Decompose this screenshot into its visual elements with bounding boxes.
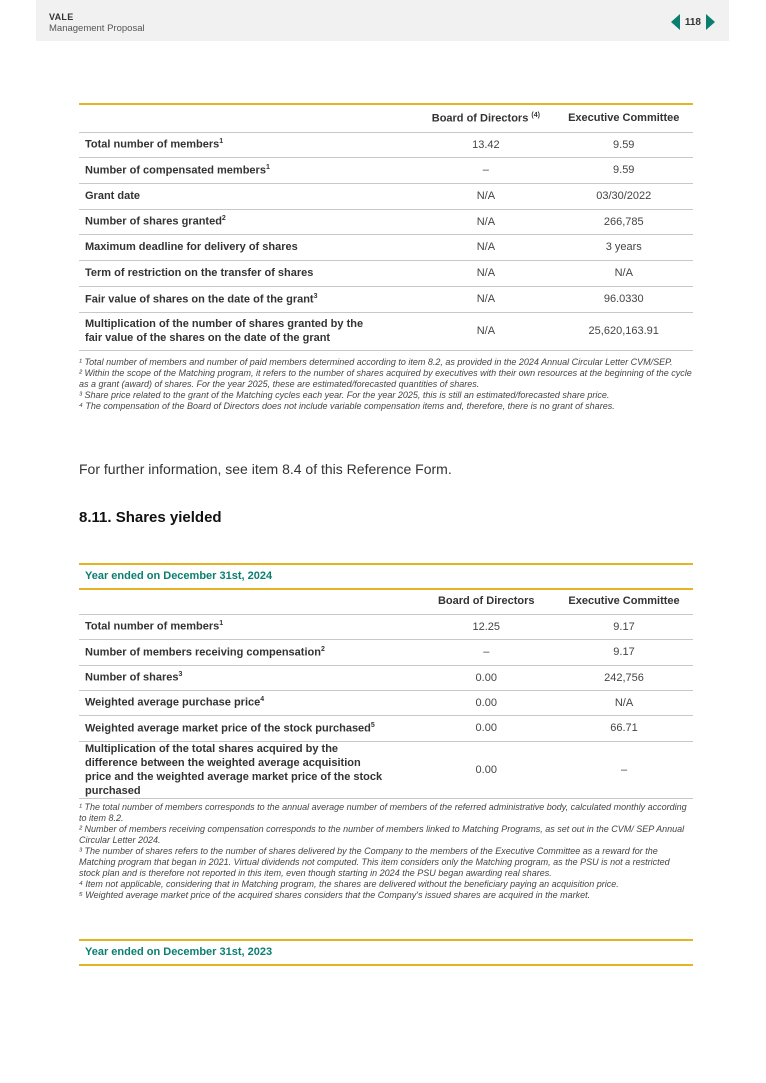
table-row: Number of compensated members$^1$ – 9.59 <box>79 157 693 183</box>
table-row: Multiplication of the total shares acquired by the difference between the weighted average acquisition price and the weighted average market price of the stock purchased 0.00 – <box>79 741 693 798</box>
column-header-board: Board of Directors $^{(4)}$ <box>417 104 554 132</box>
page-number: 118 <box>684 16 701 28</box>
table2-footnotes <box>79 802 693 901</box>
further-info-text: For further information, see item 8.4 of this Reference Form. <box>79 461 452 477</box>
footnote: ⁵ Weighted average market price of the acquired shares considers that the Company's issued shares are acquired in the market. <box>79 890 591 900</box>
table-row: Maximum deadline for delivery of shares N/A 3 years <box>79 234 693 260</box>
shares-yielded-table <box>79 588 693 799</box>
table-header-row <box>79 588 693 614</box>
column-header-board: Board of Directors <box>418 588 556 614</box>
footnote: ² Within the scope of the Matching program, it refers to the number of shares acquired by executives with their own resources at the beginning of the cycle as a grant (award) of shares. For the year 2025, these are estimated/forecasted quantities of shares. <box>79 368 692 389</box>
footnote: ³ Share price related to the grant of the Matching cycles each year. For the year 2025, this is still an estimated/forecasted share price. <box>79 390 610 400</box>
previous-page-icon[interactable] <box>671 14 680 30</box>
document-subtitle: Management Proposal <box>49 23 145 34</box>
table-row: Fair value of shares on the date of the grant$^3$ N/A 96.0330 <box>79 286 693 312</box>
table-row: Weighted average purchase price$^4$ 0.00 N/A <box>79 690 693 715</box>
footnote: ¹ Total number of members and number of paid members determined according to item 8.2, as provided in the 2024 Annual Circular Letter CVM/SEP. <box>79 357 673 367</box>
footnote: ⁴ Item not applicable, considering that in Matching program, the shares are delivered without the beneficiary paying an acquisition price. <box>79 879 619 889</box>
table-row: Number of shares$^3$ 0.00 242,756 <box>79 665 693 690</box>
footnote: ² Number of members receiving compensation corresponds to the number of members linked to Matching Programs, as set out in the CVM/ SEP Annual Circular Letter 2024. <box>79 824 685 845</box>
grant-table <box>79 103 693 351</box>
table-row: Multiplication of the number of shares granted by the fair value of the shares on the date of the grant N/A 25,620,163.91 <box>79 312 693 350</box>
footnote: ⁴ The compensation of the Board of Directors does not include variable compensation items and, therefore, there is no grant of shares. <box>79 401 615 411</box>
footnote: ³ The number of shares refers to the number of shares delivered by the Company to the members of the Executive Committee as a reward for the Matching program that began in 2021. Virtual dividends not computed. This item considers only the Matching program, as the PSU is not a restricted stock plan and is therefore not reported in this item, even though starting in 2024 the PSU began awarding real shares. <box>79 846 670 878</box>
section-title: 8.11. Shares yielded <box>79 509 222 526</box>
table1-footnotes <box>79 357 693 412</box>
year-heading-2023: Year ended on December 31st, 2023 <box>79 939 693 966</box>
table-row: Number of shares granted$^2$ N/A 266,785 <box>79 209 693 234</box>
table-header-row <box>79 104 693 132</box>
table-row: Term of restriction on the transfer of shares N/A N/A <box>79 260 693 286</box>
column-header-executive: Executive Committee <box>555 588 693 614</box>
table-row: Total number of members$^1$ 12.25 9.17 <box>79 614 693 639</box>
page-header <box>36 0 729 41</box>
table-row: Weighted average market price of the stock purchased$^5$ 0.00 66.71 <box>79 715 693 741</box>
brand-name: VALE <box>49 12 74 22</box>
table-row: Number of members receiving compensation$^2$ – 9.17 <box>79 639 693 665</box>
year-heading-2024: Year ended on December 31st, 2024 <box>79 563 693 590</box>
column-header-executive: Executive Committee <box>554 104 693 132</box>
next-page-icon[interactable] <box>706 14 715 30</box>
table-row: Grant date N/A 03/30/2022 <box>79 183 693 209</box>
table-row: Total number of members$^1$ 13.42 9.59 <box>79 132 693 157</box>
page-navigator <box>671 13 715 31</box>
footnote: ¹ The total number of members corresponds to the annual average number of members of the referred administrative body, calculated monthly according to item 8.2. <box>79 802 687 823</box>
